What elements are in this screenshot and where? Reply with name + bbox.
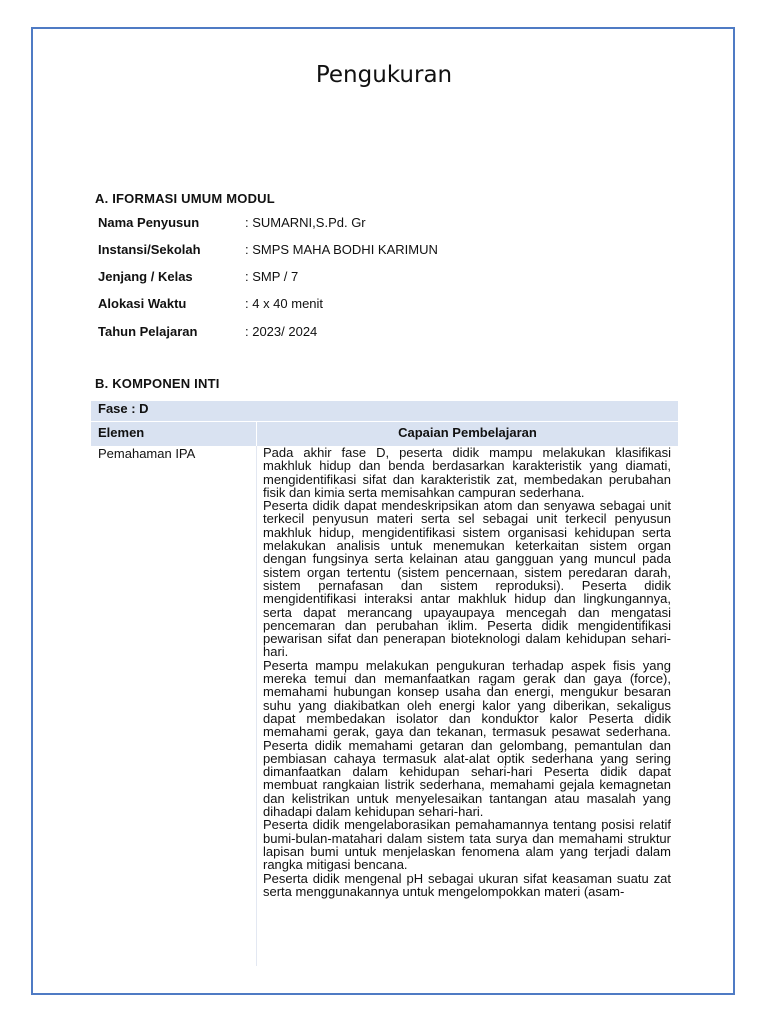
info-value: : 2023/ 2024 (245, 324, 318, 339)
info-value: : SMP / 7 (245, 269, 299, 284)
capaian-paragraph: Peserta didik dapat mendeskripsikan atom dan senyawa sebagai unit terkecil penyusun materi serta sel sebagai unit terkecil penyusun makhluk hidup, mengidentifikasi sistem organisasi kehidupan serta melakukan analisis untuk menemukan keterkaitan sistem organ dengan fungsinya serta kelainan atau gangguan yang muncul pada sistem organ tertentu (sistem pencernaan, sistem peredaran darah, sistem pernafasan dan sistem reproduksi). Peserta didik mengidentifikasi interaksi antar makhluk hidup dan lingkungannya, serta dapat merancang upayaupaya mencegah dan mengatasi pencemaran dan perubahan iklim. Peserta didik mengidentifikasi pewarisan sifat dan penerapan bioteknologi dalam kehidupan sehari-hari. (263, 498, 671, 660)
elemen-cell: Pemahaman IPA (98, 446, 196, 461)
info-value: : SUMARNI,S.Pd. Gr (245, 215, 366, 230)
capaian-paragraph: Peserta didik mengenal pH sebagai ukuran sifat keasaman suatu zat serta menggunakannya untuk mengelompokkan materi (asam- (263, 870, 671, 899)
column-divider (256, 446, 257, 966)
capaian-paragraph: Peserta didik mengelaborasikan pemahamannya tentang posisi relatif bumi-bulan-matahari dalam sistem tata surya dan memahami struktur lapisan bumi untuk menjelaskan fenomena alam yang terjadi dalam rangka mitigasi bencana. (263, 817, 671, 873)
fase-label: Fase : D (98, 401, 149, 416)
info-label: Nama Penyusun (98, 215, 200, 230)
document-title: Pengukuran (315, 62, 453, 88)
table-fase-row (91, 401, 678, 421)
info-label: Alokasi Waktu (98, 296, 187, 311)
info-label: Jenjang / Kelas (98, 269, 193, 284)
header-capaian: Capaian Pembelajaran (398, 425, 537, 440)
info-value: : 4 x 40 menit (245, 296, 324, 311)
info-label: Instansi/Sekolah (98, 242, 201, 257)
info-value: : SMPS MAHA BODHI KARIMUN (245, 242, 438, 257)
capaian-paragraph: Pada akhir fase D, peserta didik mampu melakukan klasifikasi makhluk hidup dan benda berdasarkan karakteristik yang diamati, mengidentifikasi sifat dan karakteristik zat, membedakan perubahan fisik dan kimia serta memisahkan campuran sederhana. (263, 446, 671, 500)
table-header-row (91, 422, 678, 446)
header-elemen: Elemen (98, 425, 145, 440)
section-a-heading: A. IFORMASI UMUM MODUL (95, 191, 275, 206)
capaian-cell (263, 446, 671, 956)
capaian-paragraph: Peserta mampu melakukan pengukuran terhadap aspek fisis yang mereka temui dan memanfaatkan ragam gerak dan gaya (force), memahami hubungan konsep usaha dan energi, mengukur besaran suhu yang diakibatkan oleh energi kalor yang diberikan, sekaligus dapat membedakan isolator dan konduktor kalor Peserta didik memahami gerak, gaya dan tekanan, termasuk pesawat sederhana. Peserta didik memahami getaran dan gelombang, pemantulan dan pembiasan cahaya termasuk alat-alat optik sederhana yang sering dimanfaatkan dalam kehidupan sehari-hari Peserta didik dapat membuat rangkaian listrik sederhana, memahami gejala kemagnetan dan kelistrikan untuk menyelesaikan tantangan atau masalah yang dihadapi dalam kehidupan sehari-hari. (263, 657, 671, 820)
info-label: Tahun Pelajaran (98, 324, 198, 339)
section-b-heading: B. KOMPONEN INTI (95, 376, 220, 391)
